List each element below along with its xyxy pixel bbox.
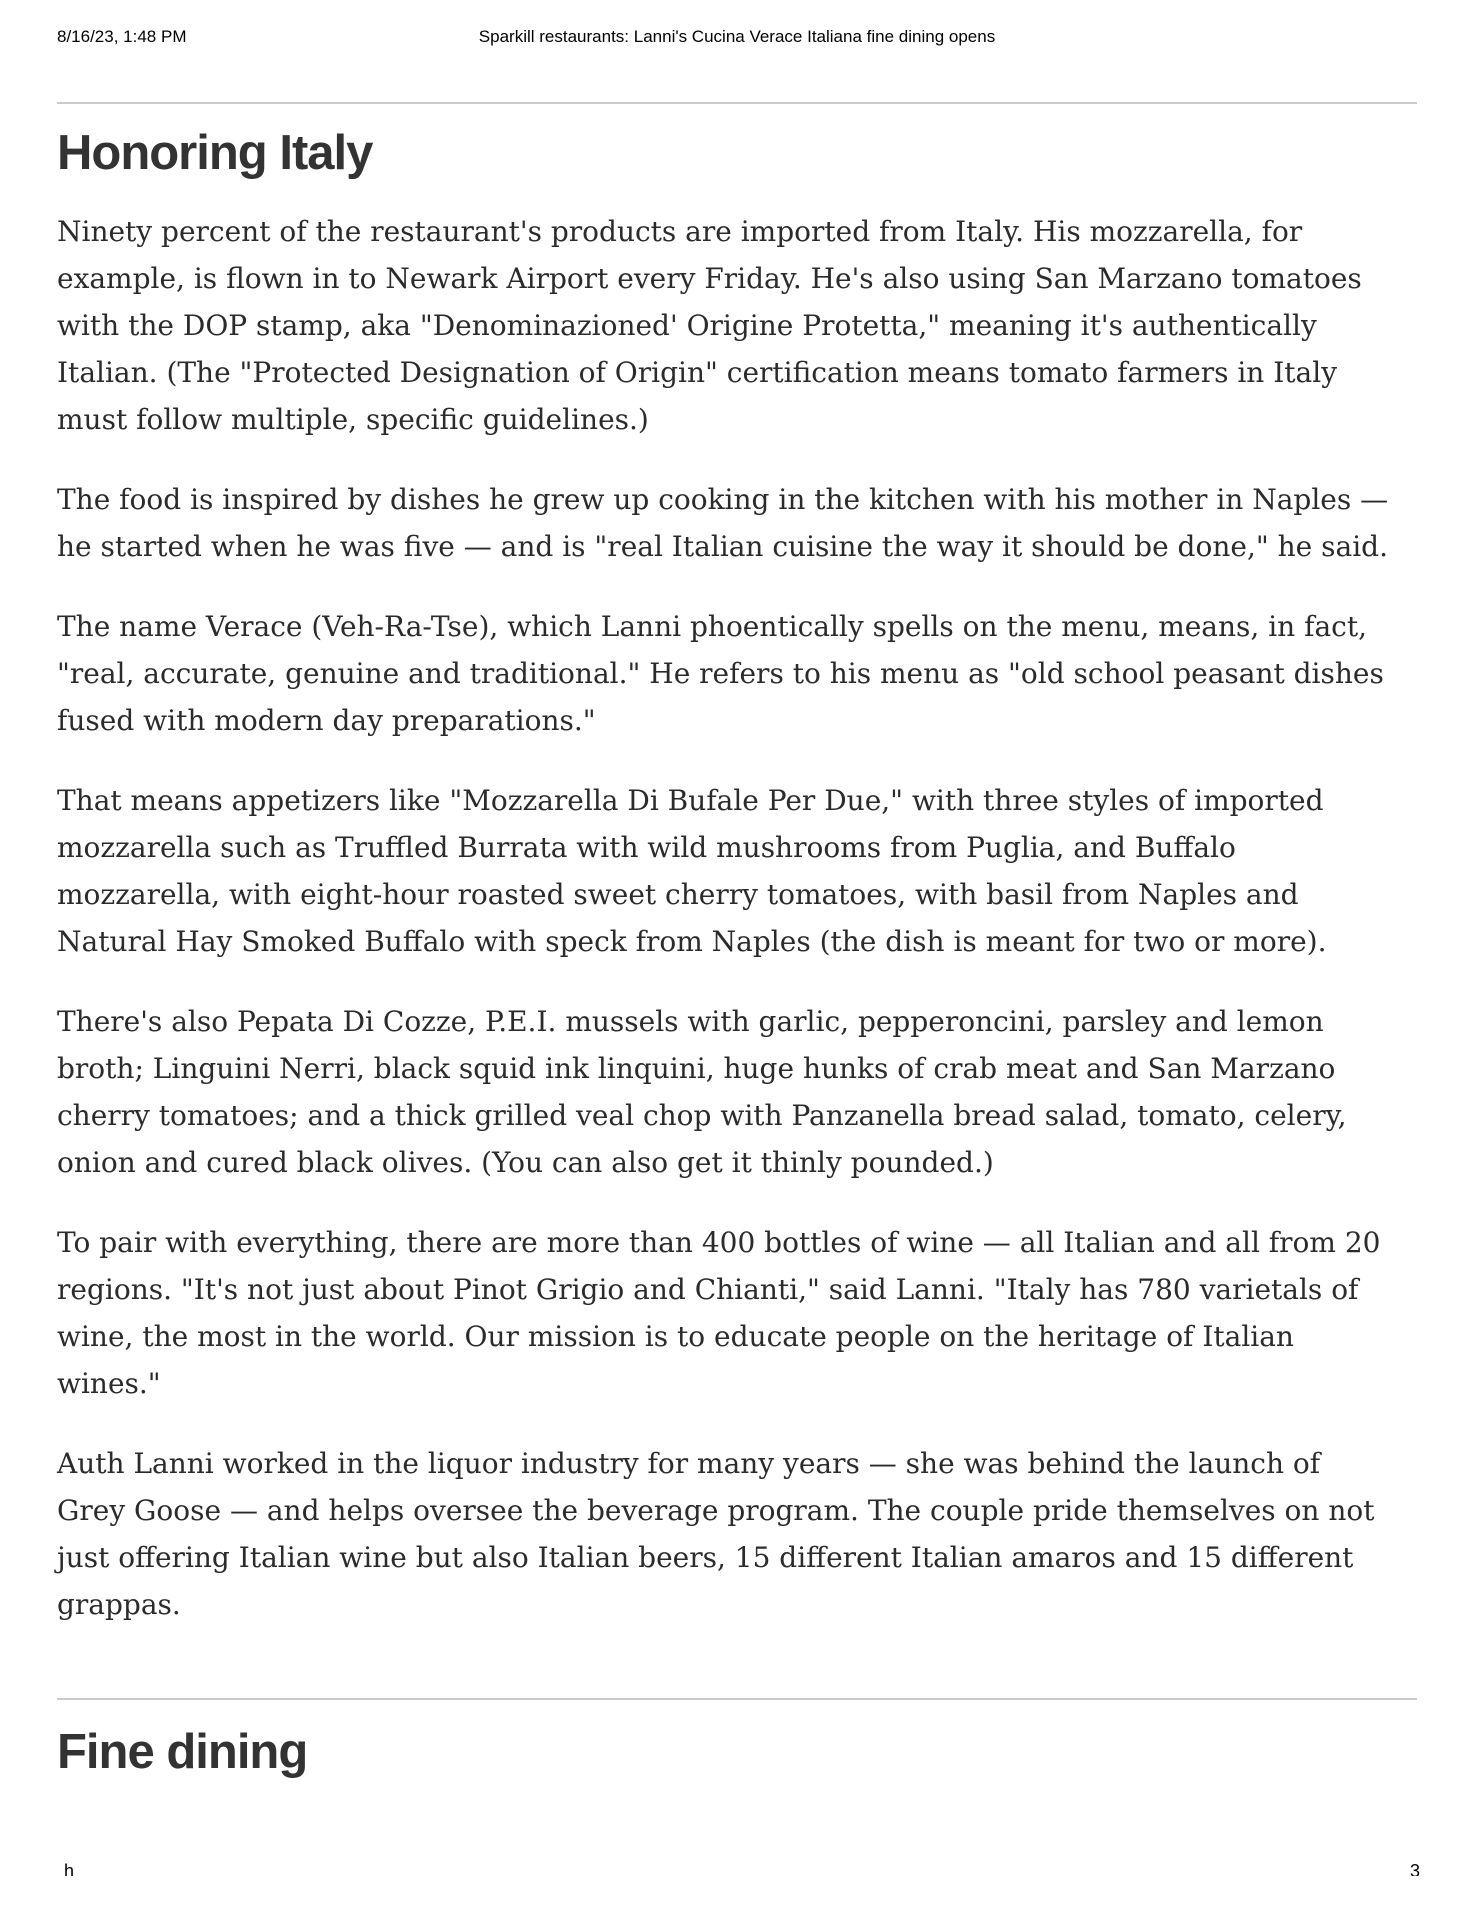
body-paragraph: That means appetizers like "Mozzarella Di Bufale Per Due," with three styles of imported mozzarella such as Truffled Burrata with wild mushrooms from Puglia, and Buffalo mozzarella, with eight-hour roasted sweet cherry tomatoes, with basil from Naples and Natural Hay Smoked Buffalo with speck from Naples (the dish is meant for two or more).	[57, 784, 1327, 958]
body-paragraph: Ninety percent of the restaurant's products are imported from Italy. His mozzarella, for example, is flown in to Newark Airport every Friday. He's also using San Marzano tomatoes with the DOP stamp, aka "Denominazioned' Origine Protetta," meaning it's authentically Italian. (The "Protected Designation of Origin" certification means tomato farmers in Italy must follow multiple, specific guidelines.)	[57, 215, 1362, 436]
section-heading-honoring-italy: Honoring Italy	[57, 126, 373, 180]
body-paragraph: The name Verace (Veh-Ra-Tse), which Lanni phoentically spells on the menu, means, in fact, "real, accurate, genuine and traditional." He refers to his menu as "old school peasant dishes fused with modern day preparations."	[57, 610, 1384, 737]
print-header	[57, 0, 1417, 48]
print-footer-url-fragment: h	[64, 1861, 75, 1876]
article-body	[57, 208, 1417, 1628]
section-divider-bottom	[57, 1698, 1417, 1700]
body-paragraph: There's also Pepata Di Cozze, P.E.I. mussels with garlic, pepperoncini, parsley and lemon broth; Linguini Nerri, black squid ink linquini, huge hunks of crab meat and San Marzano cherry tomatoes; and a thick grilled veal chop with Panzanella bread salad, tomato, celery, onion and cured black olives. (You can also get it thinly pounded.)	[57, 1005, 1347, 1179]
body-paragraph: Auth Lanni worked in the liquor industry for many years — she was behind the launch of Grey Goose — and helps oversee the beverage program. The couple pride themselves on not just offering Italian wine but also Italian beers, 15 different Italian amaros and 15 different grappas.	[57, 1447, 1375, 1621]
body-paragraph: To pair with everything, there are more than 400 bottles of wine — all Italian and all from 20 regions. "It's not just about Pinot Grigio and Chianti," said Lanni. "Italy has 780 varietals of wine, the most in the world. Our mission is to educate people on the heritage of Italian wines."	[57, 1226, 1381, 1400]
print-footer-page-number-fragment: 3	[1410, 1861, 1421, 1876]
body-paragraph: The food is inspired by dishes he grew up cooking in the kitchen with his mother in Naples — he started when he was five — and is "real Italian cuisine the way it should be done," he said.	[57, 483, 1389, 563]
section-divider-top	[57, 102, 1417, 104]
document-title: Sparkill restaurants: Lanni's Cucina Verace Italiana fine dining opens	[478, 27, 996, 46]
section-heading-fine-dining: Fine dining	[57, 1725, 308, 1779]
print-timestamp: 8/16/23, 1:48 PM	[57, 27, 187, 46]
